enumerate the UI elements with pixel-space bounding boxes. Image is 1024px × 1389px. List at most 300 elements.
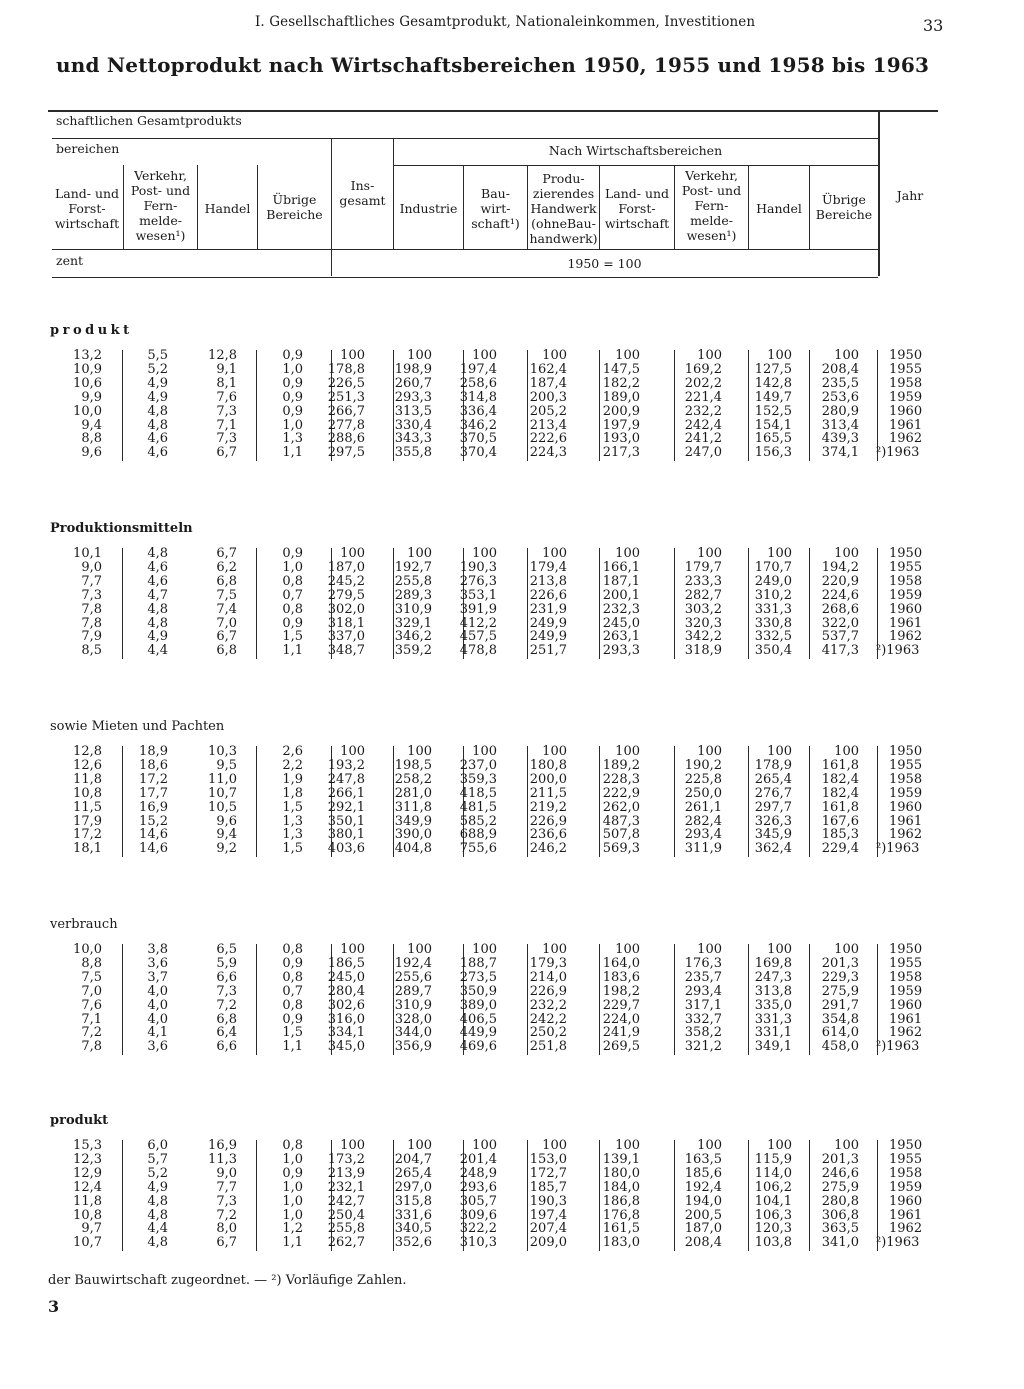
table-cell: 0,8: [282, 573, 303, 589]
year-cell: ²)1963: [876, 1235, 920, 1251]
year-cell: 1960: [889, 997, 923, 1013]
table-cell: 169,8: [754, 955, 792, 971]
table-cell: 16,9: [208, 1138, 237, 1153]
table-cell: 320,3: [684, 615, 722, 631]
table-cell: 100: [407, 546, 432, 561]
table-cell: 332,5: [754, 629, 792, 645]
table-cell: 4,4: [147, 643, 168, 659]
table-cell: 1,8: [282, 785, 303, 801]
table-cell: 4,7: [147, 587, 168, 603]
table-cell: 17,2: [73, 827, 102, 843]
table-cell: 7,2: [216, 997, 237, 1013]
table-cell: 242,2: [529, 1011, 567, 1027]
table-cell: 585,2: [459, 813, 497, 829]
table-cell: 6,8: [216, 1011, 237, 1027]
table-cell: 164,0: [602, 955, 640, 971]
table-cell: 187,0: [684, 1221, 722, 1237]
header-col-uebrige: Übrige Bereiche: [266, 192, 323, 222]
table-cell: 317,1: [684, 997, 722, 1013]
table-cell: 161,8: [821, 757, 859, 773]
table-cell: 404,8: [394, 841, 432, 857]
table-cell: 220,9: [821, 573, 859, 589]
table-cell: 194,0: [684, 1193, 722, 1209]
header-bottom-rule: [52, 249, 878, 250]
table-cell: 154,1: [754, 417, 792, 433]
table-cell: 104,1: [754, 1193, 792, 1209]
table-cell: 251,3: [327, 389, 365, 405]
table-cell: 343,3: [394, 431, 432, 447]
table-cell: 106,2: [754, 1179, 792, 1195]
table-cell: 7,6: [81, 997, 102, 1013]
table-cell: 10,9: [73, 361, 102, 377]
table-cell: 142,8: [754, 375, 792, 391]
table-cell: 310,9: [394, 997, 432, 1013]
year-cell: 1958: [889, 1165, 923, 1181]
table-cell: 265,4: [394, 1165, 432, 1181]
table-cell: 12,3: [73, 1151, 102, 1167]
year-cell: 1962: [889, 827, 923, 843]
table-cell: 391,9: [459, 601, 497, 617]
table-cell: 0,8: [282, 1138, 303, 1153]
table-cell: 275,9: [821, 983, 859, 999]
table-cell: 330,4: [394, 417, 432, 433]
header-col-verkehr-2: Verkehr, Post- und Fern- melde- wesen¹): [681, 168, 742, 243]
table-cell: 344,0: [394, 1025, 432, 1041]
table-cell: 7,7: [216, 1179, 237, 1195]
table-cell: 1,5: [282, 629, 303, 645]
table-cell: 349,1: [754, 1039, 792, 1055]
table-cell: 100: [697, 1138, 722, 1153]
table-cell: 178,8: [327, 361, 365, 377]
table-cell: 197,4: [529, 1207, 567, 1223]
table-cell: 4,6: [147, 431, 168, 447]
table-cell: 10,1: [73, 546, 102, 561]
table-cell: 315,8: [394, 1193, 432, 1209]
table-cell: 4,1: [147, 1025, 168, 1041]
table-cell: 197,9: [602, 417, 640, 433]
table-cell: 1,5: [282, 799, 303, 815]
table-cell: 183,0: [602, 1235, 640, 1251]
table-cell: 7,8: [81, 601, 102, 617]
table-cell: 190,3: [529, 1193, 567, 1209]
header-group-rule: [52, 138, 878, 139]
table-cell: 6,4: [216, 1025, 237, 1041]
table-cell: 280,8: [821, 1193, 859, 1209]
section-title: Produktionsmitteln: [50, 521, 193, 536]
table-cell: 185,6: [684, 1165, 722, 1181]
table-cell: 12,9: [73, 1165, 102, 1181]
table-cell: 0,9: [282, 375, 303, 391]
table-row: [0, 547, 1024, 561]
table-row: [0, 842, 1024, 856]
table-row: [0, 1139, 1024, 1153]
table-cell: 161,8: [821, 799, 859, 815]
table-cell: 341,0: [821, 1235, 859, 1251]
table-cell: 403,6: [327, 841, 365, 857]
table-cell: 6,8: [216, 573, 237, 589]
table-cell: 189,0: [602, 389, 640, 405]
table-cell: 201,4: [459, 1151, 497, 1167]
table-cell: 183,6: [602, 969, 640, 985]
table-cell: 9,7: [81, 1221, 102, 1237]
table-cell: 9,5: [216, 757, 237, 773]
table-cell: 100: [834, 546, 859, 561]
year-cell: 1962: [889, 629, 923, 645]
header-col-land-forst: Land- und Forst- wirtschaft: [54, 186, 120, 231]
table-cell: 185,7: [529, 1179, 567, 1195]
table-cell: 255,8: [394, 573, 432, 589]
table-cell: 0,8: [282, 942, 303, 957]
table-cell: 213,4: [529, 417, 567, 433]
table-cell: 358,2: [684, 1025, 722, 1041]
table-cell: 0,8: [282, 997, 303, 1013]
table-cell: 255,6: [394, 969, 432, 985]
table-cell: 14,6: [139, 841, 168, 857]
table-cell: 310,3: [459, 1235, 497, 1251]
table-cell: 100: [542, 744, 567, 759]
table-row: [0, 575, 1024, 589]
header-nach-rule: [393, 165, 878, 166]
table-cell: 9,1: [216, 361, 237, 377]
table-cell: 13,2: [73, 348, 102, 363]
table-cell: 0,7: [282, 983, 303, 999]
table-cell: 330,8: [754, 615, 792, 631]
table-cell: 213,8: [529, 573, 567, 589]
table-cell: 10,5: [208, 799, 237, 815]
table-cell: 100: [472, 744, 497, 759]
table-cell: 266,1: [327, 785, 365, 801]
table-cell: 228,3: [602, 771, 640, 787]
table-cell: 291,7: [821, 997, 859, 1013]
table-cell: 3,8: [147, 942, 168, 957]
table-cell: 18,1: [73, 841, 102, 857]
table-cell: 279,5: [327, 587, 365, 603]
header-col-land-forst-2: Land- und Forst- wirtschaft: [604, 186, 670, 231]
table-cell: 328,0: [394, 1011, 432, 1027]
table-cell: 265,4: [754, 771, 792, 787]
table-cell: 305,7: [459, 1193, 497, 1209]
table-cell: 200,3: [529, 389, 567, 405]
table-cell: 273,5: [459, 969, 497, 985]
table-cell: 7,1: [81, 1011, 102, 1027]
table-cell: 100: [472, 348, 497, 363]
table-cell: 229,4: [821, 841, 859, 857]
header-index-base: 1950 = 100: [567, 256, 642, 271]
table-cell: 232,3: [602, 601, 640, 617]
table-row: [0, 391, 1024, 405]
table-cell: 380,1: [327, 827, 365, 843]
table-cell: 355,8: [394, 445, 432, 461]
table-cell: 201,3: [821, 955, 859, 971]
header-col-handel-2: Handel: [756, 201, 802, 216]
table-cell: 1,3: [282, 431, 303, 447]
table-cell: 4,6: [147, 445, 168, 461]
table-cell: 7,7: [81, 573, 102, 589]
table-cell: 1,9: [282, 771, 303, 787]
table-cell: 449,9: [459, 1025, 497, 1041]
table-cell: 350,9: [459, 983, 497, 999]
table-cell: 185,3: [821, 827, 859, 843]
table-cell: 17,7: [139, 785, 168, 801]
header-col-bauwirtschaft: Bau- wirt- schaft¹): [471, 186, 520, 231]
table-cell: 7,8: [81, 1039, 102, 1055]
table-cell: 12,8: [208, 348, 237, 363]
table-cell: 224,3: [529, 445, 567, 461]
table-cell: 293,3: [602, 643, 640, 659]
table-cell: 688,9: [459, 827, 497, 843]
table-cell: 10,0: [73, 942, 102, 957]
table-cell: 1,0: [282, 1151, 303, 1167]
table-cell: 100: [767, 546, 792, 561]
table-cell: 100: [340, 744, 365, 759]
table-cell: 262,0: [602, 799, 640, 815]
table-row: [0, 1222, 1024, 1236]
table-cell: 329,1: [394, 615, 432, 631]
table-cell: 198,9: [394, 361, 432, 377]
table-cell: 418,5: [459, 785, 497, 801]
table-cell: 331,3: [754, 601, 792, 617]
table-cell: 6,7: [216, 1235, 237, 1251]
table-cell: 297,5: [327, 445, 365, 461]
table-cell: 100: [472, 1138, 497, 1153]
table-cell: 204,7: [394, 1151, 432, 1167]
table-cell: 187,1: [602, 573, 640, 589]
year-cell: 1961: [889, 813, 923, 829]
table-cell: 235,5: [821, 375, 859, 391]
header-group-label: schaftlichen Gesamtprodukts: [56, 113, 242, 128]
year-cell: 1960: [889, 1193, 923, 1209]
header-col-handel: Handel: [204, 201, 251, 216]
table-cell: 173,2: [327, 1151, 365, 1167]
table-cell: 245,2: [327, 573, 365, 589]
table-cell: 100: [615, 348, 640, 363]
table-cell: 11,0: [208, 771, 237, 787]
table-cell: 4,0: [147, 997, 168, 1013]
table-cell: 7,9: [81, 629, 102, 645]
table-cell: 9,0: [216, 1165, 237, 1181]
year-cell: 1958: [889, 375, 923, 391]
table-cell: 4,9: [147, 389, 168, 405]
table-cell: 337,0: [327, 629, 365, 645]
year-cell: 1955: [889, 757, 923, 773]
table-cell: 8,8: [81, 955, 102, 971]
table-cell: 362,4: [754, 841, 792, 857]
table-cell: 335,0: [754, 997, 792, 1013]
table-cell: 289,7: [394, 983, 432, 999]
year-cell: 1950: [889, 348, 923, 363]
table-cell: 322,2: [459, 1221, 497, 1237]
table-cell: 100: [615, 1138, 640, 1153]
table-cell: 3,6: [147, 955, 168, 971]
table-cell: 100: [340, 546, 365, 561]
table-cell: 346,2: [394, 629, 432, 645]
table-cell: 0,8: [282, 601, 303, 617]
header-top-rule: [48, 110, 938, 112]
table-cell: 1,1: [282, 1039, 303, 1055]
table-cell: 194,2: [821, 559, 859, 575]
table-cell: 266,7: [327, 403, 365, 419]
table-cell: 192,7: [394, 559, 432, 575]
table-cell: 100: [697, 546, 722, 561]
table-cell: 241,2: [684, 431, 722, 447]
table-cell: 5,7: [147, 1151, 168, 1167]
table-cell: 186,5: [327, 955, 365, 971]
table-cell: 200,5: [684, 1207, 722, 1223]
table-row: [0, 1040, 1024, 1054]
table-cell: 188,7: [459, 955, 497, 971]
year-cell: 1960: [889, 403, 923, 419]
table-cell: 176,8: [602, 1207, 640, 1223]
table-cell: 1,0: [282, 361, 303, 377]
table-cell: 255,8: [327, 1221, 365, 1237]
table-cell: 190,2: [684, 757, 722, 773]
table-cell: 313,8: [754, 983, 792, 999]
table-cell: 507,8: [602, 827, 640, 843]
table-cell: 1,0: [282, 1179, 303, 1195]
table-cell: 15,3: [73, 1138, 102, 1153]
table-cell: 5,2: [147, 361, 168, 377]
table-cell: 226,9: [529, 983, 567, 999]
table-cell: 1,2: [282, 1221, 303, 1237]
table-cell: 9,6: [216, 813, 237, 829]
table-cell: 100: [697, 942, 722, 957]
table-row: [0, 957, 1024, 971]
table-cell: 4,6: [147, 559, 168, 575]
table-cell: 247,0: [684, 445, 722, 461]
table-cell: 292,1: [327, 799, 365, 815]
table-cell: 156,3: [754, 445, 792, 461]
table-cell: 306,8: [821, 1207, 859, 1223]
table-cell: 7,3: [216, 431, 237, 447]
table-cell: 153,0: [529, 1151, 567, 1167]
table-cell: 314,8: [459, 389, 497, 405]
table-cell: 258,2: [394, 771, 432, 787]
table-cell: 18,9: [139, 744, 168, 759]
table-cell: 176,3: [684, 955, 722, 971]
table-cell: 208,4: [684, 1235, 722, 1251]
table-cell: 469,6: [459, 1039, 497, 1055]
table-row: [0, 759, 1024, 773]
table-cell: 100: [407, 744, 432, 759]
section-title: produkt: [50, 1113, 109, 1128]
table-cell: 172,7: [529, 1165, 567, 1181]
table-cell: 389,0: [459, 997, 497, 1013]
table-cell: 246,6: [821, 1165, 859, 1181]
table-cell: 166,1: [602, 559, 640, 575]
table-cell: 374,1: [821, 445, 859, 461]
table-cell: 229,3: [821, 969, 859, 985]
year-cell: 1950: [889, 942, 923, 957]
table-cell: 293,3: [394, 389, 432, 405]
table-cell: 458,0: [821, 1039, 859, 1055]
table-row: [0, 377, 1024, 391]
table-cell: 406,5: [459, 1011, 497, 1027]
table-row: [0, 1167, 1024, 1181]
table-cell: 7,2: [81, 1025, 102, 1041]
table-cell: 213,9: [327, 1165, 365, 1181]
table-cell: 211,5: [529, 785, 567, 801]
table-cell: 8,8: [81, 431, 102, 447]
table-cell: 0,9: [282, 1011, 303, 1027]
year-cell: 1958: [889, 771, 923, 787]
year-cell: 1959: [889, 587, 923, 603]
table-cell: 182,4: [821, 785, 859, 801]
year-cell: 1955: [889, 1151, 923, 1167]
table-cell: 242,7: [327, 1193, 365, 1209]
table-cell: 100: [340, 942, 365, 957]
table-cell: 253,6: [821, 389, 859, 405]
table-cell: 236,6: [529, 827, 567, 843]
table-cell: 226,6: [529, 587, 567, 603]
table-cell: 100: [472, 942, 497, 957]
table-cell: 439,3: [821, 431, 859, 447]
table-cell: 260,7: [394, 375, 432, 391]
table-cell: 170,7: [754, 559, 792, 575]
table-cell: 370,5: [459, 431, 497, 447]
table-cell: 288,6: [327, 431, 365, 447]
table-cell: 248,9: [459, 1165, 497, 1181]
table-row: [0, 773, 1024, 787]
table-cell: 200,9: [602, 403, 640, 419]
table-cell: 202,2: [684, 375, 722, 391]
table-cell: 293,4: [684, 983, 722, 999]
table-cell: 161,5: [602, 1221, 640, 1237]
table-cell: 7,5: [81, 969, 102, 985]
table-cell: 169,2: [684, 361, 722, 377]
table-cell: 100: [615, 744, 640, 759]
table-cell: 225,8: [684, 771, 722, 787]
header-bereichen: bereichen: [56, 141, 120, 156]
table-cell: 242,4: [684, 417, 722, 433]
table-cell: 331,1: [754, 1025, 792, 1041]
table-cell: 15,2: [139, 813, 168, 829]
table-cell: 6,6: [216, 1039, 237, 1055]
table-cell: 167,6: [821, 813, 859, 829]
table-cell: 4,8: [147, 403, 168, 419]
table-cell: 297,7: [754, 799, 792, 815]
table-cell: 258,6: [459, 375, 497, 391]
table-cell: 6,7: [216, 546, 237, 561]
header-col-verkehr: Verkehr, Post- und Fern- melde- wesen¹): [130, 168, 191, 243]
table-cell: 316,0: [327, 1011, 365, 1027]
table-cell: 17,9: [73, 813, 102, 829]
table-cell: 231,9: [529, 601, 567, 617]
table-cell: 282,7: [684, 587, 722, 603]
table-cell: 7,3: [216, 1193, 237, 1209]
table-cell: 5,9: [216, 955, 237, 971]
table-cell: 268,6: [821, 601, 859, 617]
table-row: [0, 349, 1024, 363]
table-row: [0, 943, 1024, 957]
table-cell: 350,4: [754, 643, 792, 659]
year-cell: 1958: [889, 573, 923, 589]
table-cell: 100: [407, 942, 432, 957]
table-row: [0, 745, 1024, 759]
table-cell: 18,6: [139, 757, 168, 773]
folio: 3: [48, 1297, 60, 1316]
running-head: I. Gesellschaftliches Gesamtprodukt, Nationaleinkommen, Investitionen: [255, 14, 756, 30]
table-cell: 192,4: [684, 1179, 722, 1195]
year-cell: 1960: [889, 601, 923, 617]
table-cell: 182,2: [602, 375, 640, 391]
table-cell: 326,3: [754, 813, 792, 829]
table-row: [0, 630, 1024, 644]
table-cell: 193,2: [327, 757, 365, 773]
table-cell: 7,8: [81, 615, 102, 631]
table-cell: 11,8: [73, 771, 102, 787]
table-cell: 4,0: [147, 1011, 168, 1027]
table-cell: 354,8: [821, 1011, 859, 1027]
